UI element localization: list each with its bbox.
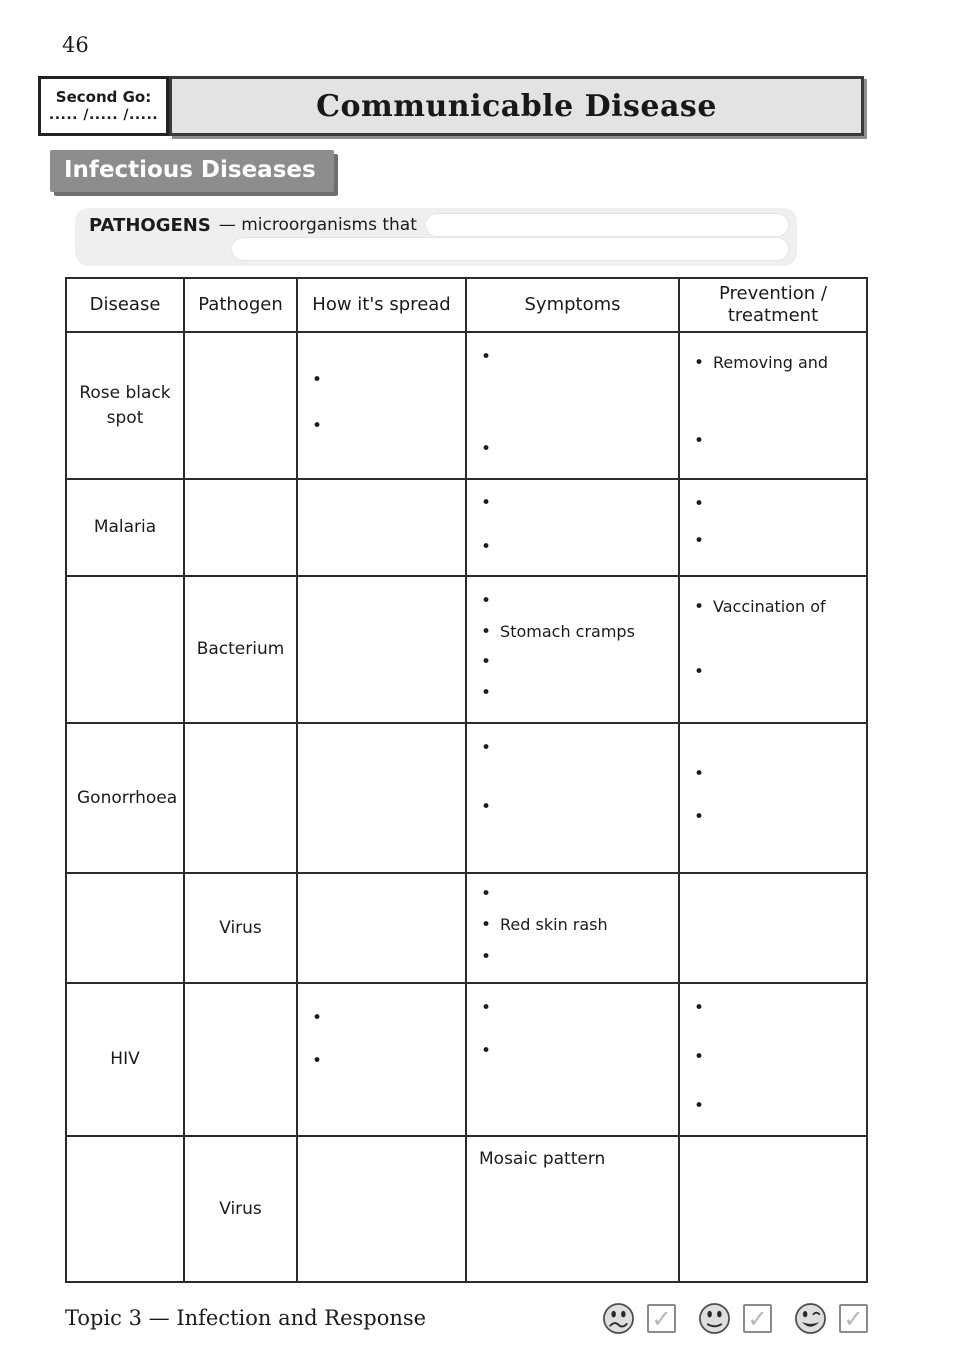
bullet-item[interactable] <box>694 662 858 683</box>
bullet-item: • Stomach cramps <box>481 622 670 643</box>
bullet-item[interactable] <box>694 494 858 515</box>
bullet-item[interactable] <box>694 764 858 785</box>
bullet-item[interactable] <box>481 493 670 514</box>
disease-cell: Gonorrhoea <box>66 723 184 873</box>
bullet-item: • Red skin rash <box>481 915 670 936</box>
bullet-item[interactable] <box>481 683 670 704</box>
disease-cell: Rose black spot <box>66 332 184 479</box>
disease-cell[interactable] <box>66 873 184 983</box>
bullet-item[interactable] <box>481 884 670 905</box>
spread-cell[interactable] <box>297 873 466 983</box>
prevention-cell[interactable] <box>679 576 867 723</box>
disease-cell: HIV <box>66 983 184 1136</box>
table-row <box>66 723 867 873</box>
pathogen-cell[interactable] <box>184 332 297 479</box>
bullet-item[interactable] <box>481 591 670 612</box>
bullet-item[interactable] <box>481 537 670 558</box>
pathogen-cell: Virus <box>184 1136 297 1282</box>
prevention-cell[interactable] <box>679 723 867 873</box>
bullet-item[interactable] <box>481 347 670 368</box>
pathogen-cell[interactable] <box>184 479 297 576</box>
page-header <box>38 76 864 136</box>
pathogens-panel <box>75 208 797 266</box>
bullet-item[interactable] <box>694 531 858 552</box>
symptoms-note: Mosaic pattern <box>479 1149 606 1169</box>
pathogens-blank-2[interactable] <box>231 237 789 261</box>
spread-cell[interactable] <box>297 576 466 723</box>
table-row <box>66 576 867 723</box>
bullet-item[interactable] <box>312 1051 457 1072</box>
spread-cell[interactable] <box>297 479 466 576</box>
table-row <box>66 1136 867 1282</box>
bullet-item[interactable] <box>694 1096 858 1117</box>
spread-cell[interactable] <box>297 723 466 873</box>
table-row <box>66 332 867 479</box>
bullet-item[interactable] <box>694 807 858 828</box>
spread-cell-open[interactable] <box>297 1136 466 1282</box>
disease-table <box>65 277 868 1283</box>
prevention-cell[interactable] <box>679 479 867 576</box>
prevention-cell[interactable] <box>679 332 867 479</box>
bullet-item[interactable] <box>312 416 457 437</box>
bullet-item: • Removing and <box>694 353 858 374</box>
bullet-item[interactable] <box>694 998 858 1019</box>
bullet-item[interactable] <box>694 431 858 452</box>
rating-checkbox-happy[interactable]: ✓ <box>839 1304 868 1333</box>
symptoms-cell[interactable] <box>466 983 679 1136</box>
title-box <box>169 76 864 136</box>
symptoms-cell[interactable] <box>466 332 679 479</box>
spread-cell[interactable] <box>297 983 466 1136</box>
bullet-item[interactable] <box>481 947 670 968</box>
disease-cell[interactable] <box>66 576 184 723</box>
second-go-box <box>38 76 169 136</box>
prevention-cell[interactable] <box>679 873 867 983</box>
pathogen-cell: Virus <box>184 873 297 983</box>
column-header-prevention: Prevention / treatment <box>679 278 867 332</box>
bullet-item[interactable] <box>481 797 670 818</box>
page-number: 46 <box>62 33 89 57</box>
bullet-item[interactable] <box>312 1008 457 1029</box>
symptoms-cell[interactable] <box>466 479 679 576</box>
pathogen-cell[interactable] <box>184 723 297 873</box>
self-assessment-rating <box>602 1302 868 1335</box>
second-go-date-line[interactable]: ..... /..... /..... <box>48 106 159 123</box>
symptoms-cell[interactable] <box>466 1136 679 1282</box>
pathogens-definition-lead: — microorganisms that <box>218 215 417 235</box>
bullet-item[interactable] <box>481 439 670 460</box>
topic-footer: Topic 3 — Infection and Response <box>65 1306 427 1330</box>
column-header-disease: Disease <box>66 278 184 332</box>
table-row <box>66 479 867 576</box>
disease-cell: Malaria <box>66 479 184 576</box>
neutral-face-icon <box>698 1302 731 1335</box>
bullet-item[interactable] <box>481 738 670 759</box>
pathogen-cell[interactable] <box>184 983 297 1136</box>
second-go-label: Second Go: <box>55 88 152 107</box>
column-header-pathogen: Pathogen <box>184 278 297 332</box>
bullet-item[interactable] <box>481 1041 670 1062</box>
pathogens-blank-1[interactable] <box>425 213 789 237</box>
pathogens-term: PATHOGENS <box>89 214 211 236</box>
bullet-item[interactable] <box>312 370 457 391</box>
rating-checkbox-neutral[interactable]: ✓ <box>743 1304 772 1333</box>
bullet-item[interactable] <box>694 1047 858 1068</box>
symptoms-cell[interactable] <box>466 873 679 983</box>
symptoms-cell[interactable] <box>466 576 679 723</box>
table-header-row <box>66 278 867 332</box>
column-header-symptoms: Symptoms <box>466 278 679 332</box>
section-label: Infectious Diseases <box>50 150 334 192</box>
symptoms-cell[interactable] <box>466 723 679 873</box>
bullet-item: • Vaccination of <box>694 597 858 618</box>
table-row <box>66 873 867 983</box>
happy-face-icon <box>794 1302 827 1335</box>
prevention-cell-open[interactable] <box>679 1136 867 1282</box>
page-title: Communicable Disease <box>316 88 717 124</box>
prevention-cell[interactable] <box>679 983 867 1136</box>
spread-cell[interactable] <box>297 332 466 479</box>
rating-checkbox-sad[interactable]: ✓ <box>647 1304 676 1333</box>
pathogen-cell: Bacterium <box>184 576 297 723</box>
column-header-spread: How it's spread <box>297 278 466 332</box>
bullet-item[interactable] <box>481 998 670 1019</box>
disease-cell[interactable] <box>66 1136 184 1282</box>
table-row <box>66 983 867 1136</box>
bullet-item[interactable] <box>481 652 670 673</box>
sad-face-icon <box>602 1302 635 1335</box>
